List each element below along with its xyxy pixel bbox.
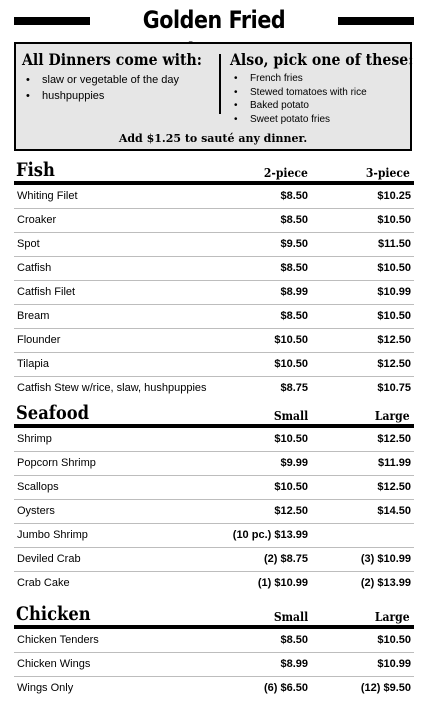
side-choice-list [230, 72, 410, 126]
item-price-second: (3) $10.99 [360, 553, 411, 565]
item-price-second: (2) $13.99 [360, 577, 411, 589]
menu-item-row [14, 629, 414, 653]
item-price-second: $10.50 [377, 634, 411, 646]
menu-item-row [14, 653, 414, 677]
section-header [14, 159, 414, 181]
item-name: Deviled Crab [17, 553, 81, 565]
column-header-first: Small [273, 610, 308, 624]
item-price-first: $10.50 [274, 358, 308, 370]
info-divider [219, 54, 221, 114]
item-name: Spot [17, 238, 40, 250]
item-name: Tilapia [17, 358, 49, 370]
menu-item-row [14, 353, 414, 377]
item-price-first: $9.50 [280, 238, 308, 250]
item-price-second: $10.99 [377, 658, 411, 670]
menu-item-row [14, 677, 414, 700]
item-name: Catfish Filet [17, 286, 76, 298]
menu-item-row [14, 305, 414, 329]
section-header [14, 603, 414, 625]
column-header-first: Small [273, 409, 308, 423]
column-header-second: Large [375, 409, 410, 423]
menu-item-row [14, 524, 414, 548]
menu-item-row [14, 500, 414, 524]
item-name: Catfish [17, 262, 52, 274]
menu-item-row [14, 257, 414, 281]
item-price-second: $12.50 [377, 481, 411, 493]
column-header-first: 2-piece [264, 166, 308, 180]
item-name: Chicken Tenders [17, 634, 99, 646]
item-name: Whiting Filet [17, 190, 78, 202]
item-price-second: $10.50 [377, 310, 411, 322]
includes-column [22, 50, 218, 104]
menu-item-row [14, 572, 414, 595]
menu-item-row [14, 377, 414, 400]
menu-item-row [14, 185, 414, 209]
menu-list [14, 629, 414, 700]
item-name: Croaker [17, 214, 57, 226]
item-price-first: $10.50 [274, 433, 308, 445]
item-price-first: (1) $10.99 [257, 577, 308, 589]
item-price-first: $8.50 [280, 214, 308, 226]
item-price-first: $8.99 [280, 658, 308, 670]
item-name: Oysters [17, 505, 55, 517]
section-fish [14, 159, 414, 400]
item-price-first: $8.50 [280, 262, 308, 274]
page-title: Golden Fried [142, 6, 286, 34]
section-title: Chicken [16, 603, 91, 625]
item-price-second: $10.50 [377, 262, 411, 274]
item-price-first: (10 pc.) $13.99 [232, 529, 308, 541]
section-title: Fish [16, 159, 55, 181]
menu-item-row [14, 452, 414, 476]
item-name: Chicken Wings [17, 658, 91, 670]
item-price-first: (2) $8.75 [263, 553, 308, 565]
menu-list [14, 428, 414, 595]
side-choice-heading: Also, pick one of these: [230, 50, 414, 69]
item-price-second: $12.50 [377, 358, 411, 370]
item-price-second: $12.50 [377, 334, 411, 346]
menu-item-row [14, 476, 414, 500]
item-price-second: $10.75 [377, 382, 411, 394]
item-price-first: (6) $6.50 [263, 682, 308, 694]
title-rule-right [338, 17, 414, 25]
item-price-second: $10.99 [377, 286, 411, 298]
item-name: Catfish Stew w/rice, slaw, hushpuppies [17, 382, 207, 394]
item-name: Shrimp [17, 433, 52, 445]
item-price-first: $8.50 [280, 310, 308, 322]
item-name: Popcorn Shrimp [17, 457, 96, 469]
includes-item: • hushpuppies [22, 88, 218, 104]
item-name: Flounder [17, 334, 61, 346]
item-price-first: $9.99 [280, 457, 308, 469]
side-choice-item: • French fries [230, 72, 410, 86]
side-choice-item: • Sweet potato fries [230, 113, 410, 127]
menu-item-row [14, 329, 414, 353]
title-rule-left [14, 17, 90, 25]
column-header-second: 3-piece [366, 166, 410, 180]
item-name: Bream [17, 310, 50, 322]
side-choice-item: • Baked potato [230, 99, 410, 113]
section-header [14, 402, 414, 424]
item-price-first: $8.50 [280, 190, 308, 202]
includes-item: • slaw or vegetable of the day [22, 72, 218, 88]
item-price-second: $10.25 [377, 190, 411, 202]
includes-list [22, 72, 218, 104]
section-seafood [14, 402, 414, 595]
item-name: Wings Only [17, 682, 74, 694]
item-price-first: $10.50 [274, 334, 308, 346]
item-price-second: $12.50 [377, 433, 411, 445]
item-price-first: $8.99 [280, 286, 308, 298]
menu-list [14, 185, 414, 400]
item-name: Jumbo Shrimp [17, 529, 88, 541]
item-price-first: $8.50 [280, 634, 308, 646]
item-price-first: $10.50 [274, 481, 308, 493]
item-price-second: $10.50 [377, 214, 411, 226]
column-header-second: Large [375, 610, 410, 624]
item-price-second: $14.50 [377, 505, 411, 517]
menu-item-row [14, 233, 414, 257]
side-choice-column [230, 50, 414, 126]
item-name: Scallops [17, 481, 59, 493]
menu-item-row [14, 428, 414, 452]
item-name: Crab Cake [17, 577, 70, 589]
menu-item-row [14, 281, 414, 305]
includes-heading: All Dinners come with: [22, 50, 202, 69]
item-price-second: $11.99 [377, 457, 411, 469]
section-chicken [14, 603, 414, 700]
menu-item-row [14, 209, 414, 233]
item-price-first: $8.75 [280, 382, 308, 394]
menu-item-row [14, 548, 414, 572]
item-price-second: $11.50 [377, 238, 411, 250]
item-price-first: $12.50 [274, 505, 308, 517]
saute-note: Add $1.25 to sauté any dinner. [118, 132, 308, 145]
side-choice-item: • Stewed tomatoes with rice [230, 86, 410, 100]
item-price-second: (12) $9.50 [360, 682, 411, 694]
dinner-info-box [14, 42, 412, 151]
menu-header [14, 4, 414, 36]
section-title: Seafood [16, 402, 90, 424]
